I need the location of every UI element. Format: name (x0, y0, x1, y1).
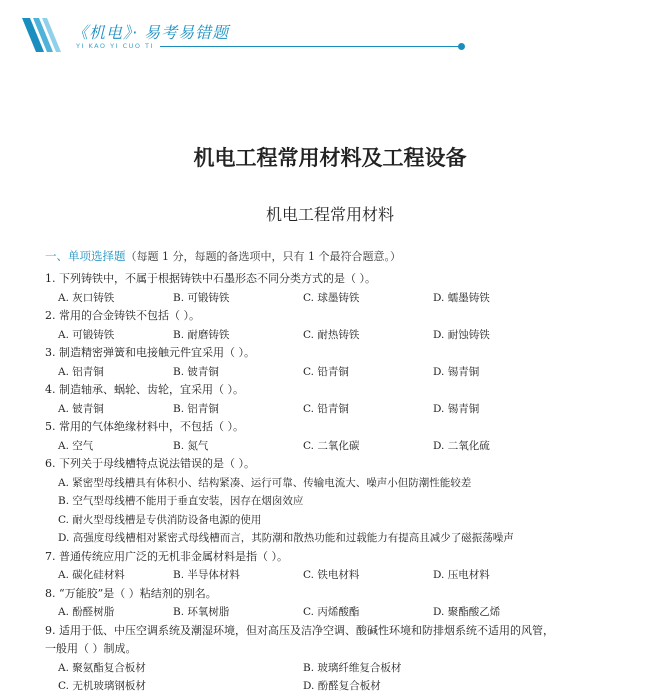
option-a: A. 灰口铸铁 (58, 291, 115, 304)
question-options (45, 289, 625, 308)
header-pinyin: YI KAO YI CUO TI (76, 42, 154, 50)
option-b: B. 氮气 (173, 439, 209, 452)
page-subtitle: 机电工程常用材料 (265, 205, 394, 224)
question-options (45, 677, 625, 696)
option-a: A. 可锻铸铁 (58, 328, 115, 341)
option-b: B. 铝青铜 (173, 402, 219, 415)
option-c: C. 二氧化碳 (303, 439, 360, 452)
option-c: C. 铅青铜 (303, 402, 349, 415)
option-b: B. 空气型母线槽不能用于垂直安装，因存在烟囱效应 (58, 495, 304, 507)
question-options (45, 566, 625, 585)
option-b: B. 耐磨铸铁 (173, 328, 230, 341)
question-options (45, 603, 625, 622)
page-header (0, 0, 660, 60)
section-label: 一、单项选择题 (45, 249, 126, 263)
option-a: A. 碳化硅材料 (58, 569, 125, 581)
question-list (45, 270, 625, 696)
question-stem: 1. 下列铸铁中，不属于根据铸铁中石墨形态不同分类方式的是（ ）。 (45, 272, 376, 285)
option-a: A. 铍青铜 (58, 402, 104, 415)
page-title: 机电工程常用材料及工程设备 (193, 146, 467, 170)
option-a: A. 酚醛树脂 (58, 606, 115, 618)
option-b: B. 环氧树脂 (173, 606, 230, 618)
option-b: B. 玻璃纤维复合板材 (303, 661, 402, 674)
option-c: C. 丙烯酸酯 (303, 606, 360, 618)
question-stem: 9. 适用于低、中压空调系统及潮湿环境，但对高压及洁净空调、酸碱性环境和防排烟系统不适用的风管， (45, 623, 554, 637)
question-options (45, 400, 625, 419)
header-dot-icon (458, 43, 465, 50)
option-a: A. 空气 (58, 439, 94, 452)
option-c: C. 耐热铸铁 (303, 328, 360, 341)
option-a: A. 聚氨酯复合板材 (58, 661, 146, 674)
option-d: D. 锡青铜 (433, 402, 480, 415)
option-b: B. 可锻铸铁 (173, 291, 230, 304)
option-d: D. 高强度母线槽相对紧密式母线槽而言，其防潮和散热功能和过载能力有提高且减少了磁振荡噪声 (58, 532, 514, 544)
option-a: A. 紧密型母线槽具有体积小、结构紧凑、运行可靠、传输电流大、噪声小但防潮性能较差 (58, 476, 472, 489)
question-stem: 3. 制造精密弹簧和电接触元件宜采用（ ）。 (45, 346, 255, 359)
section-note: （每题 1 分，每题的备选项中，只有 1 个最符合题意。） (125, 250, 401, 263)
option-c: C. 耐火型母线槽是专供消防设备电源的使用 (58, 513, 262, 526)
section-heading (45, 248, 401, 264)
question-stem: 5. 常用的气体绝缘材料中，不包括（ ）。 (45, 420, 244, 433)
option-d: D. 蠕墨铸铁 (433, 291, 490, 304)
option-c: C. 铅青铜 (303, 365, 349, 378)
option-d: D. 二氧化硫 (433, 439, 490, 452)
question-stem-continued: 一般用（ ）制成。 (45, 642, 137, 655)
question-stem: 8. “万能胶”是（ ）粘结剂的别名。 (45, 586, 217, 600)
option-c: C. 铁电材料 (303, 569, 360, 581)
question-options (45, 437, 625, 456)
question-stem: 6. 下列关于母线槽特点说法错误的是（ ）。 (45, 457, 255, 470)
header-title: 《机电》· 易考易错题 (72, 23, 230, 42)
question-stem: 4. 制造轴承、蜗轮、齿轮，宜采用（ ）。 (45, 383, 244, 396)
option-c: C. 无机玻璃钢板材 (58, 680, 146, 692)
question-stem: 7. 普通传统应用广泛的无机非金属材料是指（ ）。 (45, 549, 288, 563)
option-a: A. 铝青铜 (58, 365, 104, 378)
option-d: D. 聚酯酸乙烯 (433, 606, 501, 618)
decorative-stripes-icon (22, 18, 68, 52)
option-d: D. 耐蚀铸铁 (433, 328, 490, 341)
question-options (45, 326, 625, 345)
option-d: D. 酚醛复合板材 (303, 680, 381, 692)
option-c: C. 球墨铸铁 (303, 291, 360, 304)
question-options (45, 363, 625, 382)
option-b: B. 铍青铜 (173, 365, 219, 378)
option-d: D. 压电材料 (433, 569, 490, 581)
question-options (45, 659, 625, 678)
header-divider (160, 46, 460, 47)
option-b: B. 半导体材料 (173, 569, 240, 581)
question-stem: 2. 常用的合金铸铁不包括（ ）。 (45, 309, 200, 322)
option-d: D. 锡青铜 (433, 365, 480, 378)
